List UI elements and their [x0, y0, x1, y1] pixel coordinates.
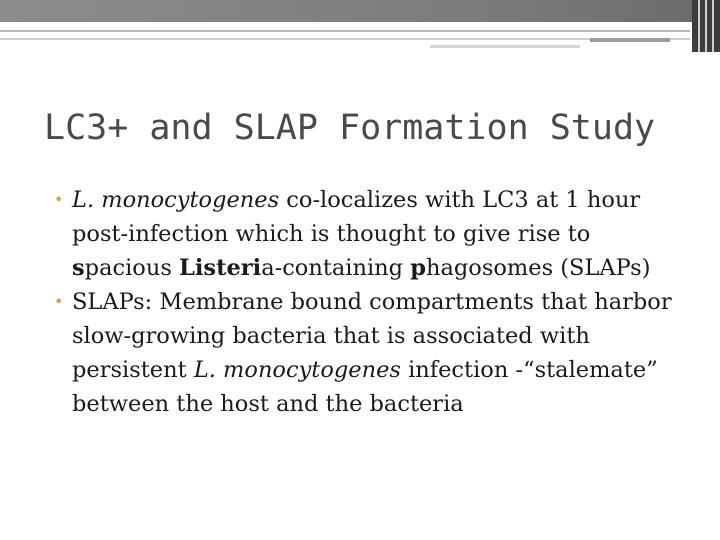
bullet-text: L. monocytogenes co-localizes with LC3 at 1 hour post-infection which is thought to give rise to spacious Listeria-containing phagosomes (SLAPs) — [72, 187, 651, 281]
decorative-line — [0, 38, 690, 40]
bullet-item — [40, 183, 680, 285]
decorative-line — [430, 45, 580, 48]
bullet-icon: • — [54, 292, 64, 311]
header-band — [0, 0, 720, 22]
slide-title: LC3+ and SLAP Formation Study — [44, 108, 656, 148]
corner-decoration — [692, 0, 720, 52]
bullet-icon: • — [54, 190, 64, 209]
decorative-line — [0, 30, 690, 32]
bullet-text: SLAPs: Membrane bound compartments that harbor slow-growing bacteria that is associated with persistent L. monocytogenes infection -“stalemate” between the host and the bacteria — [72, 289, 672, 417]
decorative-line — [590, 38, 670, 42]
bullet-item — [40, 285, 680, 421]
bullet-list — [40, 183, 680, 421]
